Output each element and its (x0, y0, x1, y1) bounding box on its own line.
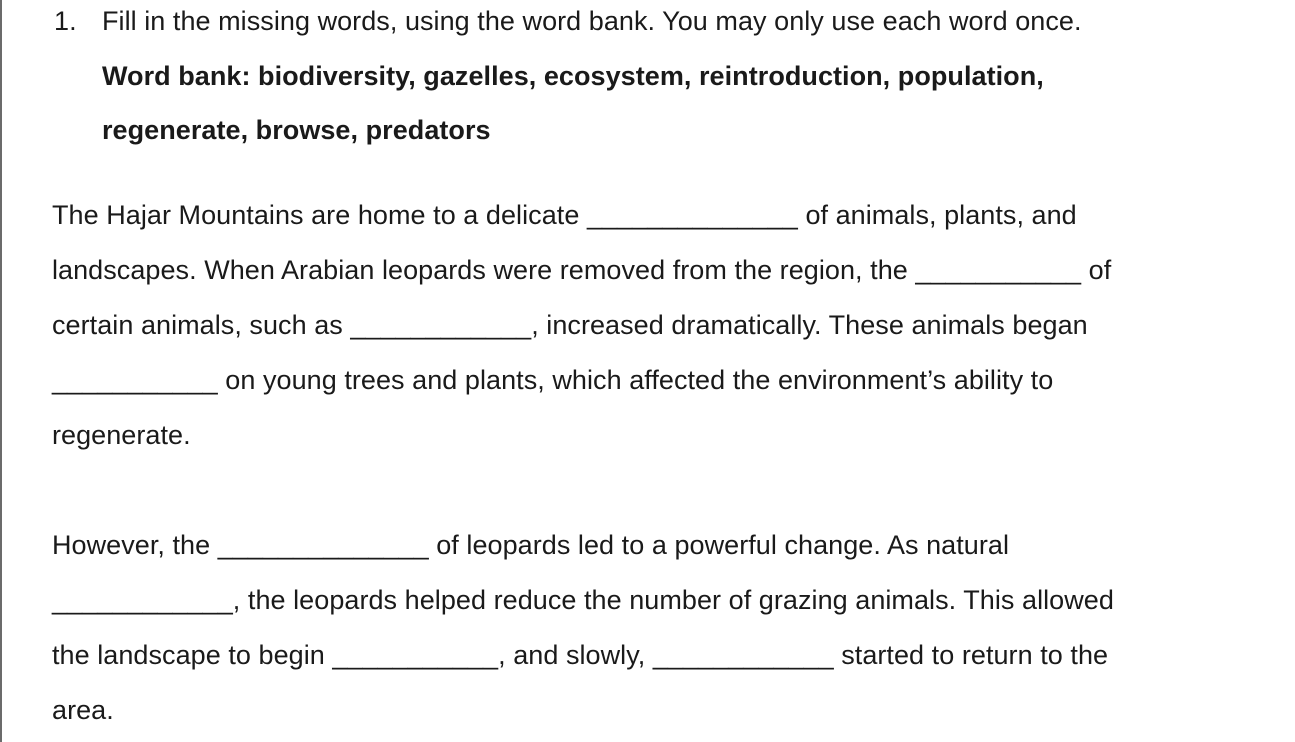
paragraph1-line-4 (52, 364, 1053, 396)
blank-regenerate: ___________ (332, 640, 499, 670)
paragraph1-line-3 (52, 309, 1088, 341)
blank-population: ___________ (915, 255, 1082, 285)
blank-browse: ___________ (52, 365, 218, 395)
text-segment: of (1081, 255, 1112, 285)
paragraph1-line-1 (52, 199, 1077, 231)
text-segment: However, the (52, 530, 218, 560)
page-left-border (0, 0, 2, 742)
text-segment: , the leopards helped reduce the number of grazing animals. This allowed (232, 585, 1114, 615)
text-segment: of animals, plants, and (797, 200, 1077, 230)
question-number: 1. (54, 6, 77, 36)
paragraph1-line-5: regenerate. (52, 420, 191, 450)
question-header (54, 5, 77, 37)
blank-reintroduction: ______________ (217, 530, 429, 560)
text-segment: certain animals, such as (52, 310, 351, 340)
paragraph2-line-3 (52, 639, 1108, 671)
blank-biodiversity: ____________ (652, 640, 834, 670)
text-segment: , and slowly, (498, 640, 653, 670)
text-segment: on young trees and plants, which affected the environment’s ability to (217, 365, 1054, 395)
text-segment: of leopards led to a powerful change. As natural (428, 530, 1010, 560)
blank-gazelles: ____________ (350, 310, 532, 340)
text-segment: landscapes. When Arabian leopards were removed from the region, the (52, 255, 916, 285)
blank-predators: ____________ (52, 585, 233, 615)
text-segment: started to return to the (833, 640, 1109, 670)
word-bank-line-2: regenerate, browse, predators (102, 115, 491, 145)
paragraph2-line-4: area. (52, 695, 114, 725)
paragraph1-line-2 (52, 254, 1111, 286)
word-bank-line-1: Word bank: biodiversity, gazelles, ecosystem, reintroduction, population, (102, 61, 1044, 91)
paragraph2-line-2 (52, 584, 1114, 616)
text-segment: , increased dramatically. These animals began (531, 310, 1088, 340)
question-instruction: Fill in the missing words, using the word bank. You may only use each word once. (102, 6, 1082, 36)
text-segment: the landscape to begin (52, 640, 333, 670)
blank-ecosystem: ______________ (586, 200, 798, 230)
text-segment: The Hajar Mountains are home to a delicate (52, 200, 587, 230)
paragraph2-line-1 (52, 529, 1009, 561)
